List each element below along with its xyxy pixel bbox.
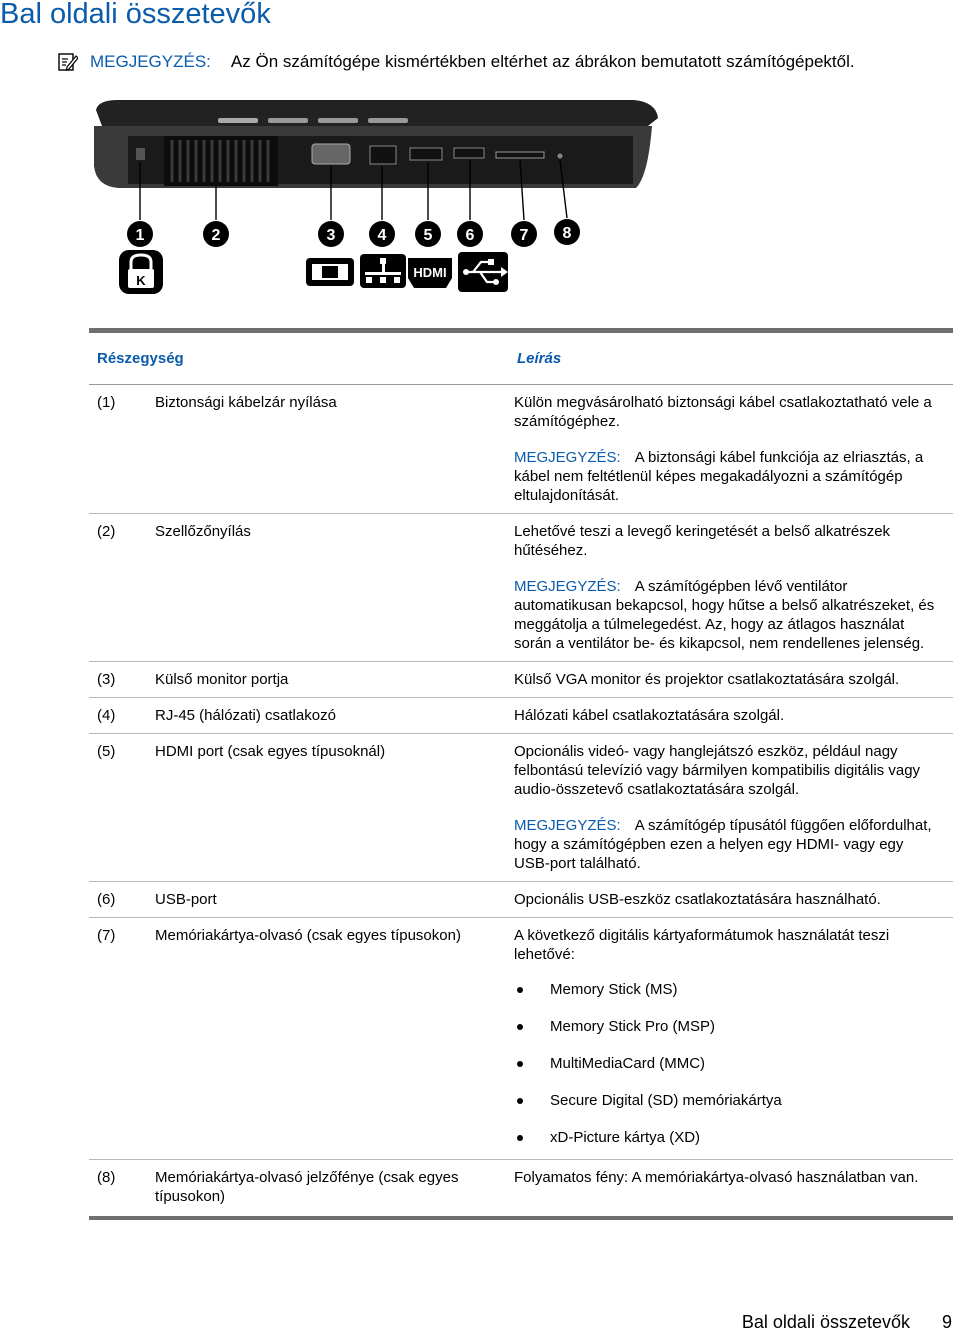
list-item-label: MultiMediaCard (MMC) (550, 1055, 706, 1072)
component-description-cell (506, 698, 953, 734)
table-row (89, 1160, 953, 1219)
bullet-icon (517, 1024, 523, 1030)
components-table (89, 328, 953, 1220)
row-number: (5) (89, 734, 155, 882)
component-description-cell (506, 918, 953, 1160)
hdmi-icon (408, 258, 452, 288)
callout-number: 4 (377, 227, 387, 244)
row-number: (2) (89, 514, 155, 662)
component-description-cell (506, 385, 953, 514)
footer-section-title: Bal oldali összetevők (741, 1312, 910, 1332)
list-item (514, 980, 943, 999)
callout-1 (127, 221, 153, 247)
callout-number: 7 (519, 227, 529, 244)
table-row (89, 734, 953, 882)
callout-number: 2 (211, 227, 221, 244)
row-number: (1) (89, 385, 155, 514)
list-item-label: xD-Picture kártya (XD) (550, 1129, 701, 1146)
page-footer (742, 1312, 952, 1333)
table-row (89, 918, 953, 1160)
component-name: USB-port (155, 882, 506, 918)
note-label: MEGJEGYZÉS: (514, 817, 621, 834)
component-name: Memóriakártya-olvasó (csak egyes típusokon) (155, 918, 506, 1160)
component-name: Külső monitor portja (155, 662, 506, 698)
note-pencil-icon (58, 52, 78, 72)
rj45-port (370, 146, 396, 164)
lock-icon (119, 250, 163, 294)
table-row (89, 882, 953, 918)
row-number: (8) (89, 1160, 155, 1219)
component-name: Biztonsági kábelzár nyílása (155, 385, 506, 514)
callout-number: 6 (465, 227, 475, 244)
table-row (89, 698, 953, 734)
component-name: Memóriakártya-olvasó jelzőfénye (csak egyes típusokon) (155, 1160, 506, 1219)
callouts (127, 219, 580, 247)
component-description-cell (506, 882, 953, 918)
list-item-label: Secure Digital (SD) memóriakártya (550, 1092, 782, 1109)
component-description: Külső VGA monitor és projektor csatlakoztatására szolgál. (514, 671, 900, 688)
callout-2 (203, 221, 229, 247)
bullet-icon (517, 1098, 523, 1104)
note-label: MEGJEGYZÉS: (514, 449, 621, 466)
component-description-cell (506, 1160, 953, 1219)
svg-text:K: K (136, 273, 146, 288)
table-row (89, 514, 953, 662)
callout-number: 1 (135, 227, 145, 244)
component-description: Opcionális videó- vagy hanglejátszó eszköz, például nagy felbontású televízió vagy bármilyen kompatibilis digitális vagy audio-összetevő csatlakoztatására szolgál. (514, 743, 921, 798)
note-text: A számítógép típusától függően előfordulhat, hogy a számítógépben ezen a helyen egy HDMI- vagy egy USB-port található. (514, 817, 932, 872)
vent-grille (164, 136, 278, 186)
component-description: Hálózati kábel csatlakoztatására szolgál. (514, 707, 785, 724)
usb-icon (458, 252, 508, 292)
row-number: (4) (89, 698, 155, 734)
callout-number: 3 (326, 227, 336, 244)
vga-port (312, 144, 350, 164)
note-text: Az Ön számítógépe kismértékben eltérhet az ábrákon bemutatott számítógépektől. (230, 52, 855, 71)
callout-number: 8 (562, 225, 572, 242)
hdmi-port (410, 148, 442, 160)
card-reader-slot (496, 152, 544, 158)
callout-3 (318, 221, 344, 247)
description-note (514, 448, 943, 505)
component-description: A következő digitális kártyaformátumok használatát teszi lehetővé: (514, 927, 890, 963)
component-description: Opcionális USB-eszköz csatlakoztatására használható. (514, 891, 881, 908)
security-lock-slot (136, 148, 145, 160)
list-item-label: Memory Stick Pro (MSP) (550, 1018, 716, 1035)
callout-8 (554, 219, 580, 245)
component-description-cell (506, 662, 953, 698)
page-title: Bal oldali összetevők (0, 0, 271, 30)
note-text: A számítógépben lévő ventilátor automatikusan bekapcsol, hogy hűtse a belső alkatrészeket, és meggátolja a túlmelegedést. Az, hogy az átlagos használat során a ventilátor be- és kikapcsol, nem rendellenes jelenség. (514, 578, 935, 652)
page-number: 9 (941, 1312, 952, 1332)
description-note (514, 577, 943, 653)
callout-5 (415, 221, 441, 247)
list-item (514, 1128, 943, 1147)
component-description-cell (506, 734, 953, 882)
row-number: (6) (89, 882, 155, 918)
table-row (89, 662, 953, 698)
list-item-label: Memory Stick (MS) (550, 981, 678, 998)
monitor-port-icon (306, 258, 354, 286)
component-name: HDMI port (csak egyes típusoknál) (155, 734, 506, 882)
note-text: A biztonsági kábel funkciója az elriasztás, a kábel nem feltétlenül képes megakadályozni a számítógép eltulajdonítását. (514, 449, 924, 504)
component-name: Szellőzőnyílás (155, 514, 506, 662)
component-description: Lehetővé teszi a levegő keringetését a belső alkatrészek hűtéséhez. (514, 523, 891, 559)
note-label: MEGJEGYZÉS: (90, 52, 211, 71)
callout-number: 5 (423, 227, 433, 244)
component-description-cell (506, 514, 953, 662)
row-number: (7) (89, 918, 155, 1160)
bullet-icon (517, 987, 523, 993)
list-item (514, 1091, 943, 1110)
top-note (58, 50, 855, 74)
callout-7 (511, 221, 537, 247)
list-item (514, 1017, 943, 1036)
card-format-list (514, 980, 943, 1147)
laptop-left-side-figure (88, 96, 660, 306)
card-reader-led (558, 154, 563, 159)
column-header-part: Részegység (89, 331, 506, 385)
svg-text:HDMI: HDMI (413, 265, 447, 280)
component-name: RJ-45 (hálózati) csatlakozó (155, 698, 506, 734)
list-item (514, 1054, 943, 1073)
component-description: Külön megvásárolható biztonsági kábel csatlakoztatható vele a számítógéphez. (514, 394, 932, 430)
table-header-row (89, 331, 953, 385)
component-description: Folyamatos fény: A memóriakártya-olvasó használatban van. (514, 1169, 919, 1186)
bullet-icon (517, 1135, 523, 1141)
table-row (89, 385, 953, 514)
bullet-icon (517, 1061, 523, 1067)
network-port-icon (360, 254, 406, 288)
callout-4 (369, 221, 395, 247)
row-number: (3) (89, 662, 155, 698)
callout-6 (457, 221, 483, 247)
note-label: MEGJEGYZÉS: (514, 578, 621, 595)
usb-port (454, 148, 484, 158)
description-note (514, 816, 943, 873)
column-header-description: Leírás (506, 331, 953, 385)
